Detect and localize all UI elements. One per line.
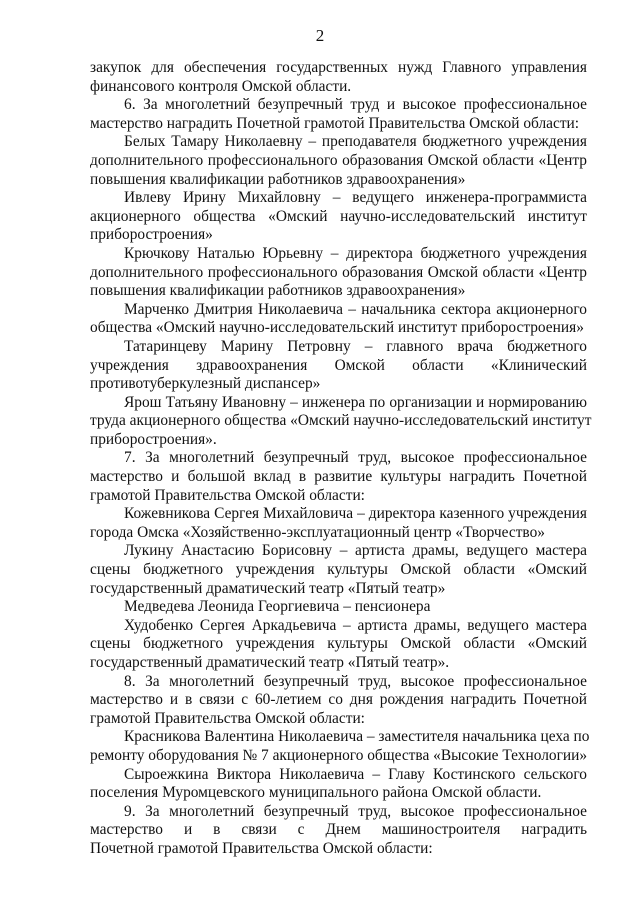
text-line: Красникова Валентина Николаевича – заместителя начальника цеха по (124, 728, 590, 746)
text-line: мастерство и в связи с 60-летием со дня рождения наградить Почетной (90, 691, 587, 709)
text-line: ремонту оборудования № 7 акционерного общества «Высокие Технологии» (90, 746, 588, 764)
text-line: повышения квалификации работников здравоохранения» (90, 170, 466, 188)
text-line: Сыроежкина Виктора Николаевича – Главу Костинского сельского (124, 765, 587, 783)
paragraph-p3 (90, 189, 587, 245)
text-line: грамотой Правительства Омской области: (90, 486, 365, 504)
text-line: Худобенко Сергея Аркадьевича – артиста драмы, ведущего мастера (124, 616, 587, 634)
text-line: 7. За многолетний безупречный труд, высокое профессиональное (124, 449, 587, 467)
text-line: дополнительного профессионального образования Омской области «Центр (90, 263, 587, 281)
paragraph-p6 (90, 338, 587, 394)
paragraph-p14 (90, 728, 590, 765)
page-number: 2 (315, 26, 325, 45)
text-line: акционерного общества «Омский научно-исследовательский институт (90, 207, 587, 225)
paragraph-p7 (90, 393, 592, 450)
paragraph-p9 (90, 505, 587, 542)
text-line: сцены бюджетного учреждения культуры Омской области «Омский (90, 561, 587, 579)
text-line: Ярош Татьяну Ивановну – инженера по организации и нормированию (124, 393, 587, 411)
text-line: учреждения здравоохранения Омской области «Клинический (90, 356, 587, 374)
text-line: Ивлеву Ирину Михайловну – ведущего инженера-программиста (124, 189, 587, 207)
document-body (90, 59, 592, 859)
paragraph-p15 (90, 766, 587, 803)
text-line: города Омска «Хозяйственно-эксплуатационный центр «Творчество» (90, 523, 545, 541)
text-line: государственный драматический театр «Пятый театр». (90, 654, 450, 671)
text-line: Почетной грамотой Правительства Омской области: (90, 839, 433, 857)
text-line: государственный драматический театр «Пятый театр» (90, 579, 446, 597)
text-line: сцены бюджетного учреждения культуры Омской области «Омский (90, 635, 587, 653)
paragraph-p10 (90, 542, 587, 598)
text-line: дополнительного профессионального образования Омской области «Центр (90, 151, 587, 169)
text-line: закупок для обеспечения государственных нужд Главного управления (90, 59, 587, 76)
text-line: Лукину Анастасию Борисовну – артиста драмы, ведущего мастера (124, 542, 587, 560)
paragraph-p4 (90, 245, 587, 301)
text-line: мастерство и в связи с Днем машиностроителя наградить (90, 821, 587, 839)
text-line: приборостроения». (90, 430, 217, 448)
paragraph-p8 (90, 449, 587, 505)
text-line: Белых Тамару Николаевну – преподавателя бюджетного учреждения (124, 133, 587, 151)
text-line: повышения квалификации работников здравоохранения» (90, 282, 466, 300)
text-line: Кожевникова Сергея Михайловича – директора казенного учреждения (124, 505, 587, 523)
paragraph-p0 (90, 59, 587, 96)
text-line: 6. За многолетний безупречный труд и высокое профессиональное (124, 96, 587, 114)
paragraph-p1 (90, 96, 587, 133)
text-line: мастерство и большой вклад в развитие культуры наградить Почетной (90, 468, 587, 486)
text-line: финансового контроля Омской области. (90, 77, 352, 95)
paragraph-p5 (90, 301, 587, 338)
text-line: труда акционерного общества «Омский научно-исследовательский институт (90, 412, 592, 430)
text-line: мастерство наградить Почетной грамотой Правительства Омской области: (90, 114, 580, 132)
text-line: противотуберкулезный диспансер» (90, 375, 321, 393)
text-line: Татаринцеву Марину Петровну – главного врача бюджетного (124, 337, 587, 355)
text-line: приборостроения» (90, 226, 213, 244)
text-line: 8. За многолетний безупречный труд, высокое профессиональное (124, 672, 587, 690)
text-line: 9. За многолетний безупречный труд, высокое профессиональное (124, 802, 587, 820)
paragraph-p11 (90, 598, 587, 617)
text-line: Медведева Леонида Георгиевича – пенсионера (124, 598, 431, 616)
text-line: поселения Муромцевского муниципального района Омской области. (90, 784, 542, 802)
paragraph-p12 (90, 617, 587, 673)
text-line: грамотой Правительства Омской области: (90, 709, 365, 727)
paragraph-p13 (90, 673, 587, 729)
text-line: общества «Омский научно-исследовательский институт приборостроения» (90, 319, 584, 337)
text-line: Марченко Дмитрия Николаевича – начальника сектора акционерного (124, 300, 587, 318)
text-line: Крючкову Наталью Юрьевну – директора бюджетного учреждения (124, 244, 587, 262)
paragraph-p16 (90, 803, 587, 859)
paragraph-p2 (90, 133, 587, 189)
